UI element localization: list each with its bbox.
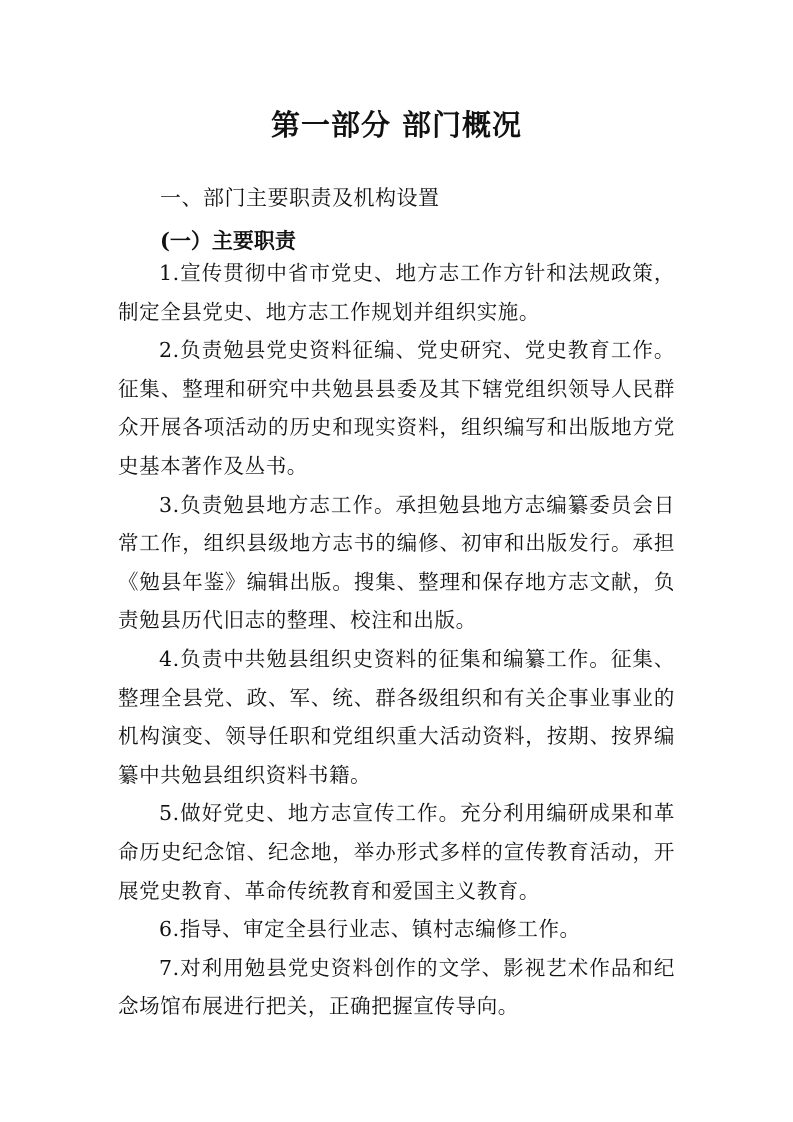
paragraph-7: 7.对利用勉县党史资料创作的文学、影视艺术作品和纪念场馆布展进行把关，正确把握宣传导向。 [118,955,675,1019]
paragraph-5: 5.做好党史、地方志宣传工作。充分利用编研成果和革命历史纪念馆、纪念地，举办形式多样的宣传教育活动，开展党史教育、革命传统教育和爱国主义教育。 [118,801,675,903]
subsection-heading: (一）主要职责 [160,228,296,253]
page-title: 第一部分 部门概况 [270,108,523,142]
body-text [118,254,675,1026]
paragraph-2: 2.负责勉县党史资料征编、党史研究、党史教育工作。征集、整理和研究中共勉县县委及其下辖党组织领导人民群众开展各项活动的历史和现实资料，组织编写和出版地方党史基本著作及丛书。 [118,338,675,478]
paragraph-1: 1.宣传贯彻中省市党史、地方志工作方针和法规政策，制定全县党史、地方志工作规划并组织实施。 [118,261,675,324]
section-heading: 一、部门主要职责及机构设置 [160,186,440,210]
paragraph-4: 4.负责中共勉县组织史资料的征集和编纂工作。征集、整理全县党、政、军、统、群各级组织和有关企事业事业的机构演变、领导任职和党组织重大活动资料，按期、按界编纂中共勉县组织资料书籍。 [118,646,675,787]
paragraph-3: 3.负责勉县地方志工作。承担勉县地方志编纂委员会日常工作，组织县级地方志书的编修、初审和出版发行。承担《勉县年鉴》编辑出版。搜集、整理和保存地方志文献，负责勉县历代旧志的整理、校注和出版。 [118,492,675,633]
paragraph-6: 6.指导、审定全县行业志、镇村志编修工作。 [159,917,581,942]
